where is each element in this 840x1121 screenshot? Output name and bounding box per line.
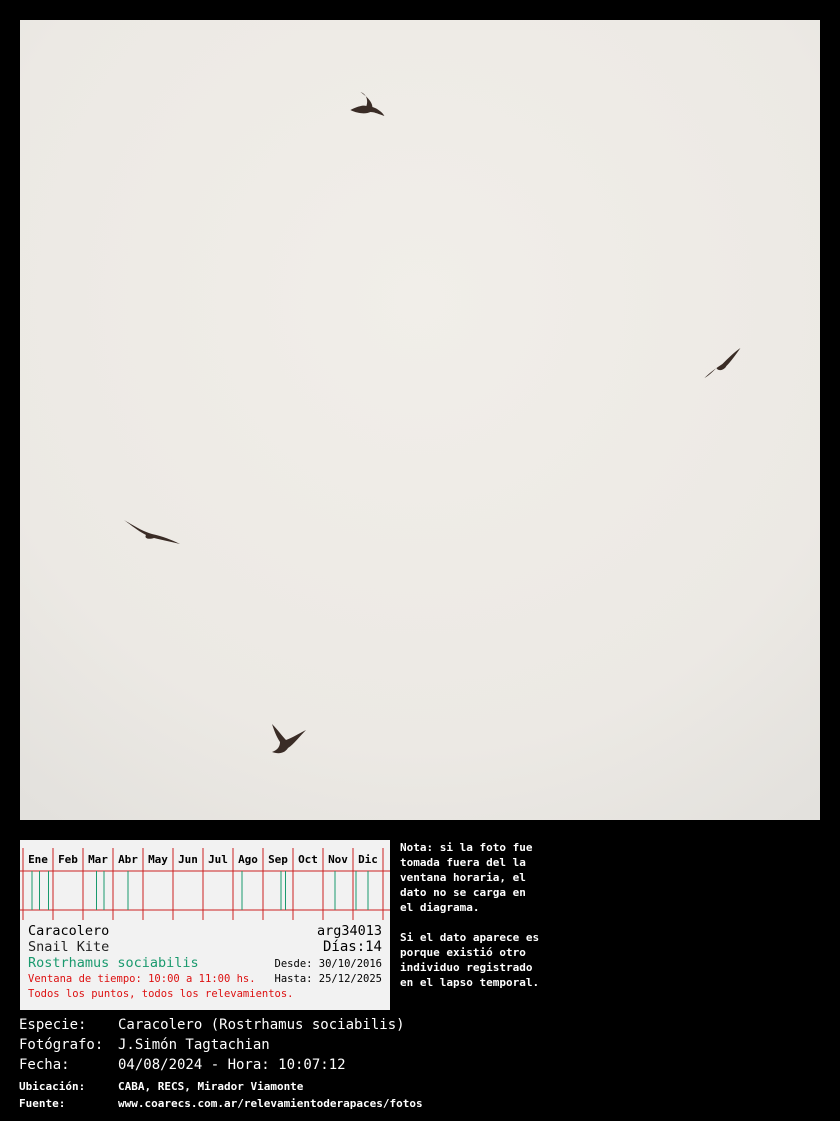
month-label-oct: Oct	[298, 853, 318, 866]
date-to: Hasta: 25/12/2025	[274, 973, 382, 985]
source-value: www.coarecs.com.ar/relevamientoderapaces/fotos	[118, 1097, 423, 1110]
diagram-note	[400, 840, 600, 1005]
species-label: Especie:	[19, 1017, 87, 1033]
sighting-card	[20, 840, 390, 1010]
bird-photo	[20, 20, 820, 820]
month-label-nov: Nov	[328, 853, 348, 866]
note-paragraph-1: Nota: si la foto fue tomada fuera del la ventana horaria, el dato no se carga en el diagrama.	[400, 841, 533, 914]
days-count: Días:14	[322, 939, 382, 955]
species-row	[19, 1017, 405, 1033]
month-label-abr: Abr	[118, 853, 138, 866]
source-label: Fuente:	[19, 1097, 66, 1110]
month-label-may: May	[148, 853, 168, 866]
photographer-label: Fotógrafo:	[19, 1037, 104, 1053]
sky-background	[20, 20, 820, 820]
month-label-feb: Feb	[58, 853, 78, 866]
photographer-row	[19, 1037, 270, 1053]
date-from: Desde: 30/10/2016	[274, 958, 382, 970]
monthly-records-chart	[20, 840, 390, 920]
photographer-value: J.Simón Tagtachian	[118, 1037, 270, 1053]
species-value: Caracolero (Rostrhamus sociabilis)	[118, 1017, 405, 1033]
english-name: Snail Kite	[28, 939, 110, 955]
month-label-sep: Sep	[268, 853, 288, 866]
time-window: Ventana de tiempo: 10:00 a 11:00 hs.	[28, 973, 256, 985]
month-label-ago: Ago	[238, 853, 258, 866]
date-row	[19, 1057, 346, 1073]
date-label: Fecha:	[19, 1057, 70, 1073]
month-label-jun: Jun	[178, 853, 198, 866]
record-code: arg34013	[316, 923, 382, 939]
location-value: CABA, RECS, Mirador Viamonte	[118, 1080, 304, 1093]
month-label-dic: Dic	[358, 853, 378, 866]
month-label-ene: Ene	[28, 853, 48, 866]
source-row	[19, 1097, 423, 1110]
survey-scope: Todos los puntos, todos los relevamientos.	[28, 988, 294, 1000]
location-row	[19, 1080, 303, 1093]
date-value: 04/08/2024 - Hora: 10:07:12	[118, 1057, 346, 1073]
month-label-mar: Mar	[88, 853, 108, 866]
location-label: Ubicación:	[19, 1080, 86, 1093]
month-label-jul: Jul	[208, 853, 228, 866]
note-paragraph-2: Si el dato aparece es porque existió otro individuo registrado en el lapso temporal.	[400, 931, 540, 989]
common-name: Caracolero	[28, 923, 110, 939]
scientific-name: Rostrhamus sociabilis	[28, 955, 199, 971]
